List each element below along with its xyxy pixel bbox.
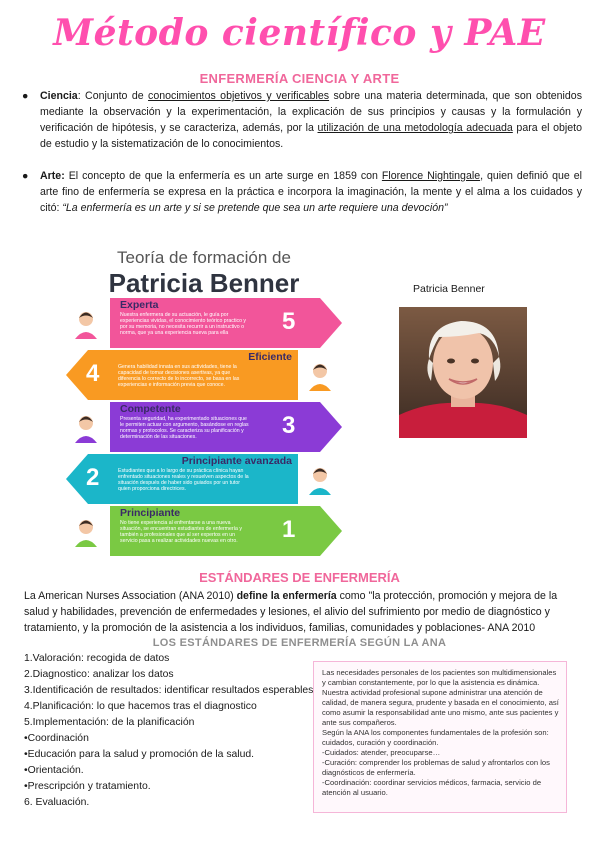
step-description: Estudiantes que a lo largo de su práctica clínica hayan enfrentado situaciones reales y resuelven aspectos de la situación después de haber sido guiados por un tutor quien proporciona directrices. [118, 468, 249, 492]
infographic-name: Patricia Benner [108, 268, 300, 298]
text: La American Nurses Association (ANA 2010) [24, 590, 237, 602]
step-description: Genera habilidad innata en sus actividades, tiene la capacidad de tomar decisiones asertivas, ya que diferencia lo correcto de lo incorrecto, se basa en las experiencias e información previa que conoce. [118, 364, 240, 388]
quote: “La enfermería es un arte y si se pretende que sea un arte requiere una devoción” [62, 202, 448, 214]
note-paragraph: -Coordinación: coordinar servicios médicos, farmacia, servicio de atención al usuario. [322, 778, 542, 797]
underline-metodologia: utilización de una metodología adecuada [317, 122, 513, 134]
text: : Conjunto de [77, 90, 149, 102]
note-paragraph: Según la ANA los componentes fundamentales de la profesión son: cuidados, curación y coordinación. [322, 728, 549, 747]
benner-step [66, 506, 342, 560]
bullet-dot: ● [22, 170, 29, 182]
text: como "la protección, promoción y mejora de la salud y habilidades, prevención de enfermedades y lesiones, el alivio del sufrimiento por medio de diagnóstico y tratamiento, y la promoción de la asistencia a los individuos, familias, comunidades y poblaciones- ANA 2010 [24, 590, 558, 634]
benner-infographic [66, 248, 342, 556]
step-label: Principiante avanzada [181, 455, 292, 467]
section-heading-ciencia-arte: ENFERMERÍA CIENCIA Y ARTE [199, 71, 400, 86]
step-label: Competente [120, 403, 181, 415]
list-item: 1.Valoración: recogida de datos [24, 653, 170, 664]
ana-definition [24, 588, 580, 636]
list-item: 4.Planificación: lo que hacemos tras el diagnostico [24, 701, 257, 712]
list-item: •Prescripción y tratamiento. [24, 781, 151, 792]
step-number: 4 [86, 360, 100, 387]
list-item: 2.Diagnostico: analizar los datos [24, 669, 174, 680]
note-paragraph: -Curación: comprender los problemas de salud y afrontarlos con los diagnósticos de enfermería. [322, 758, 550, 777]
benner-step [66, 350, 342, 404]
infographic-subtitle: Teoría de formación de [117, 248, 291, 267]
page-title: Método científico y PAE [53, 12, 546, 54]
section-heading-estandares: ESTÁNDARES DE ENFERMERÍA [199, 570, 400, 585]
list-item: 3.Identificación de resultados: identificar resultados esperables [24, 685, 314, 696]
benner-step [66, 298, 342, 352]
term-ciencia: Ciencia [40, 90, 78, 102]
patricia-benner-photo [399, 307, 527, 438]
list-item: •Orientación. [24, 765, 84, 776]
photo-caption: Patricia Benner [413, 283, 485, 295]
standards-list [24, 651, 313, 811]
step-number: 2 [86, 464, 100, 491]
note-box [313, 661, 567, 813]
text: sobre una materia determinada, que son obtenidos mediante la observación y la experimentación, la explicación de sus principios y causas y la formulación y verificación de hipótesis, y se caracteriza, además, por la [40, 90, 582, 134]
bullet-dot: ● [22, 90, 29, 102]
bullet-arte [22, 168, 582, 216]
step-number: 3 [282, 412, 296, 439]
subheading-ana-standards: LOS ESTÁNDARES DE ENFERMERÍA SEGÚN LA ANA [152, 637, 447, 649]
step-number: 5 [282, 308, 296, 335]
bold-define: define la enfermería [236, 590, 337, 602]
step-label: Principiante [120, 507, 181, 519]
step-number: 1 [282, 516, 296, 543]
list-item: 5.Implementación: de la planificación [24, 717, 195, 728]
step-description: No tiene experiencia al enfrentarse a una nueva situación, se encuentran estudiantes de enfermería y también a profesionales que al ser expertos en un servicio pasa a realizar actividades nuevas en otro. [120, 520, 242, 544]
list-item: •Coordinación [24, 733, 89, 744]
note-paragraph: Las necesidades personales de los pacientes son multidimensionales y cambian constantemente, por lo que la asistencia es dinámica. [322, 668, 557, 687]
text: para el objeto de estudio y la sistematización de lo conocimientos. [40, 122, 582, 150]
underline-florence: Florence Nightingale [381, 170, 481, 182]
step-label: Eficiente [248, 351, 292, 363]
bullet-ciencia [22, 88, 582, 152]
step-description: Nuestra enfermera de su actuación, le guía por experiencias vividas, el conocimiento teórico practico y por su memoria, no necesita recurrir a un instructivo o norma, que ya una experiencia nueva para ella [120, 312, 246, 336]
text: , quien definió que el arte fino de enfermería se expresa en la práctica e incorpora la imaginación, la mente y el alma a los cuidados y citó: [40, 170, 582, 214]
step-label: Experta [120, 299, 159, 311]
benner-step [66, 402, 342, 456]
list-item: •Educación para la salud y promoción de la salud. [24, 749, 255, 760]
underline-conocimientos: conocimientos objetivos y verificables [148, 90, 330, 102]
term-arte: Arte: [40, 170, 65, 182]
benner-step [66, 454, 342, 508]
note-paragraph: Nuestra actividad profesional supone administrar una atención de calidad, de manera segura, prudente y basada en el conocimiento, así como asumir la responsabilidad ante uno mismo, ante sus pacientes y ante sus compañeros. [322, 688, 559, 727]
text: El concepto de que la enfermería es un arte surge en 1859 con [64, 170, 382, 182]
list-item: 6. Evaluación. [24, 797, 90, 808]
note-paragraph: -Cuidados: atender, preocuparse… [322, 748, 441, 757]
step-description: Presenta seguridad, ha experimentado situaciones que le permiten actuar con argumento, basándose en reglas normas y protocolos. Se caracteriza su planificación y determinación de las situaciones. [120, 416, 249, 440]
